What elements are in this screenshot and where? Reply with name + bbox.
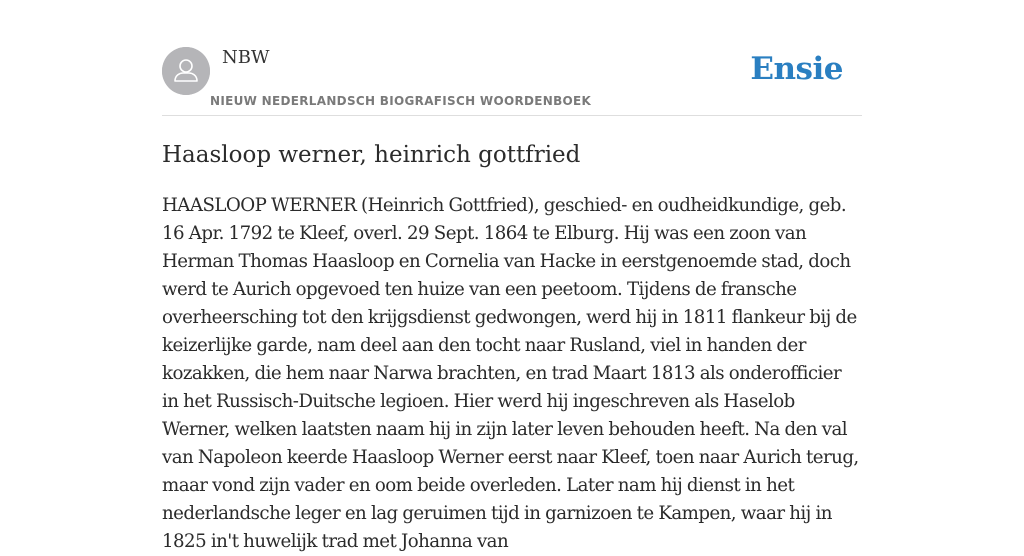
article-body: HAASLOOP WERNER (Heinrich Gottfried), geschied- en oudheidkundige, geb. 16 Apr. 1792 te Kleef, overl. 29 Sept. 1864 te Elburg. Hij was een zoon van Herman Thomas Haasloop en Cornelia van Hacke in eerstgenoemde stad, doch werd te Aurich opgevoed ten huize van een peetoom. Tijdens de fransche overheersching tot den krijgsdienst gedwongen, werd hij in 1811 flankeur bij de keizerlijke garde, nam deel aan den tocht naar Rusland, viel in handen der kozakken, die hem naar Narwa brachten, en trad Maart 1813 als onderofficier in het Russisch-Duitsche legioen. Hier werd hij ingeschreven als Haselob Werner, welken laatsten naam hij in zijn later leven behouden heeft. Na den val van Napoleon keerde Haasloop Werner eerst naar Kleef, toen naar Aurich terug, maar vond zijn vader en oom beide overleden. Later nam hij dienst in het nederlandsche leger en lag geruimen tijd in garnizoen te Kampen, waar hij in 1825 in't huwelijk trad met Johanna van <box>162 195 859 552</box>
page-title: Haasloop werner, heinrich gottfried <box>162 142 581 168</box>
header-divider <box>162 115 862 116</box>
source-full-name[interactable]: NIEUW NEDERLANDSCH BIOGRAFISCH WOORDENBOEK <box>210 94 592 108</box>
brand-logo[interactable]: Ensie <box>750 51 843 87</box>
user-icon <box>162 47 210 95</box>
source-name[interactable]: NBW <box>222 47 270 68</box>
author-avatar[interactable] <box>162 47 210 95</box>
